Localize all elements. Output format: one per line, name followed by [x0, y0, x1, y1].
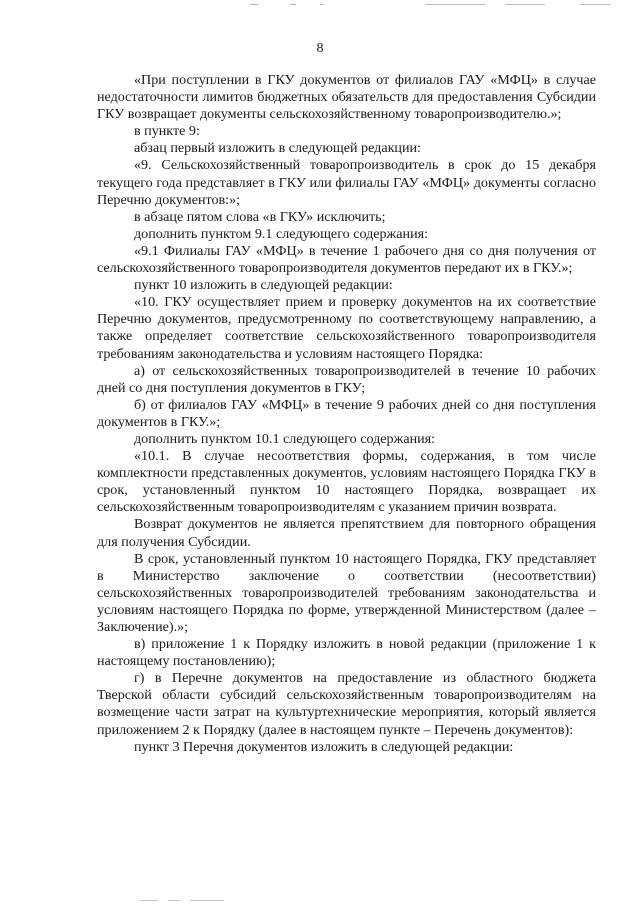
paragraph: в абзаце пятом слова «в ГКУ» исключить; [134, 208, 386, 225]
paragraph: В срок, установленный пунктом 10 настоящего Порядка, ГКУ представляет в Министерство заключение о соответствии (несоответствии) сельскохозяйственных товаропроизводителей требованиям законодательства и условиям настоящего Порядка по форме, утвержденной Министерством (далее – Заключение).»; [97, 550, 596, 635]
paragraph: «9.1 Филиалы ГАУ «МФЦ» в течение 1 рабочего дня со дня получения от сельскохозяйственного товаропроизводителя документов передают их в ГКУ.»; [97, 242, 596, 277]
paragraph: «10. ГКУ осуществляет прием и проверку документов на их соответствие Перечню документов, предусмотренному по соответствующему направлению, а также определяет соответствие сельскохозяйственного товаропроизводителя требованиям законодательства и условиям настоящего Порядка: [97, 294, 596, 362]
paragraph: г) в Перечне документов на предоставление из областного бюджета Тверской области субсидий сельскохозяйственным товаропроизводителям на возмещение части затрат на культуртехнические мероприятия, который является приложением 2 к Порядку (далее в настоящем пункте – Перечень документов): [97, 670, 596, 738]
paragraph: в пункте 9: [134, 123, 200, 140]
paragraph: в) приложение 1 к Порядку изложить в новой редакции (приложение 1 к настоящему постановлению); [97, 636, 596, 670]
paragraph: б) от филиалов ГАУ «МФЦ» в течение 9 рабочих дней со дня поступления документов в ГКУ.»; [97, 396, 596, 430]
page-number: 8 [316, 41, 324, 56]
document-body [97, 72, 596, 756]
scan-artifact-bottom [140, 900, 230, 902]
scan-artifact-top [250, 4, 610, 6]
paragraph: а) от сельскохозяйственных товаропроизводителей в течение 10 рабочих дней со дня поступления документов в ГКУ; [97, 362, 596, 396]
paragraph: дополнить пунктом 9.1 следующего содержания: [134, 225, 429, 242]
paragraph: пункт 10 изложить в следующей редакции: [134, 277, 393, 294]
paragraph: «При поступлении в ГКУ документов от филиалов ГАУ «МФЦ» в случае недостаточности лимитов бюджетных обязательств для предоставления Субсидии ГКУ возвращает документы сельскохозяйственному товаропроизводителю.»; [97, 72, 596, 123]
paragraph: «9. Сельскохозяйственный товаропроизводитель в срок до 15 декабря текущего года представляет в ГКУ или филиалы ГАУ «МФЦ» документы согласно Перечню документов:»; [97, 157, 596, 208]
paragraph: абзац первый изложить в следующей редакции: [134, 140, 421, 157]
paragraph: «10.1. В случае несоответствия формы, содержания, в том числе комплектности представленных документов, условиям настоящего Порядка ГКУ в срок, установленный пунктом 10 настоящего Порядка, возвращает их сельскохозяйственным товаропроизводителям с указанием причин возврата. [97, 448, 596, 516]
paragraph: пункт 3 Перечня документов изложить в следующей редакции: [134, 738, 514, 755]
paragraph: Возврат документов не является препятствием для повторного обращения для получения Субсидии. [97, 516, 596, 550]
paragraph: дополнить пунктом 10.1 следующего содержания: [134, 430, 436, 447]
